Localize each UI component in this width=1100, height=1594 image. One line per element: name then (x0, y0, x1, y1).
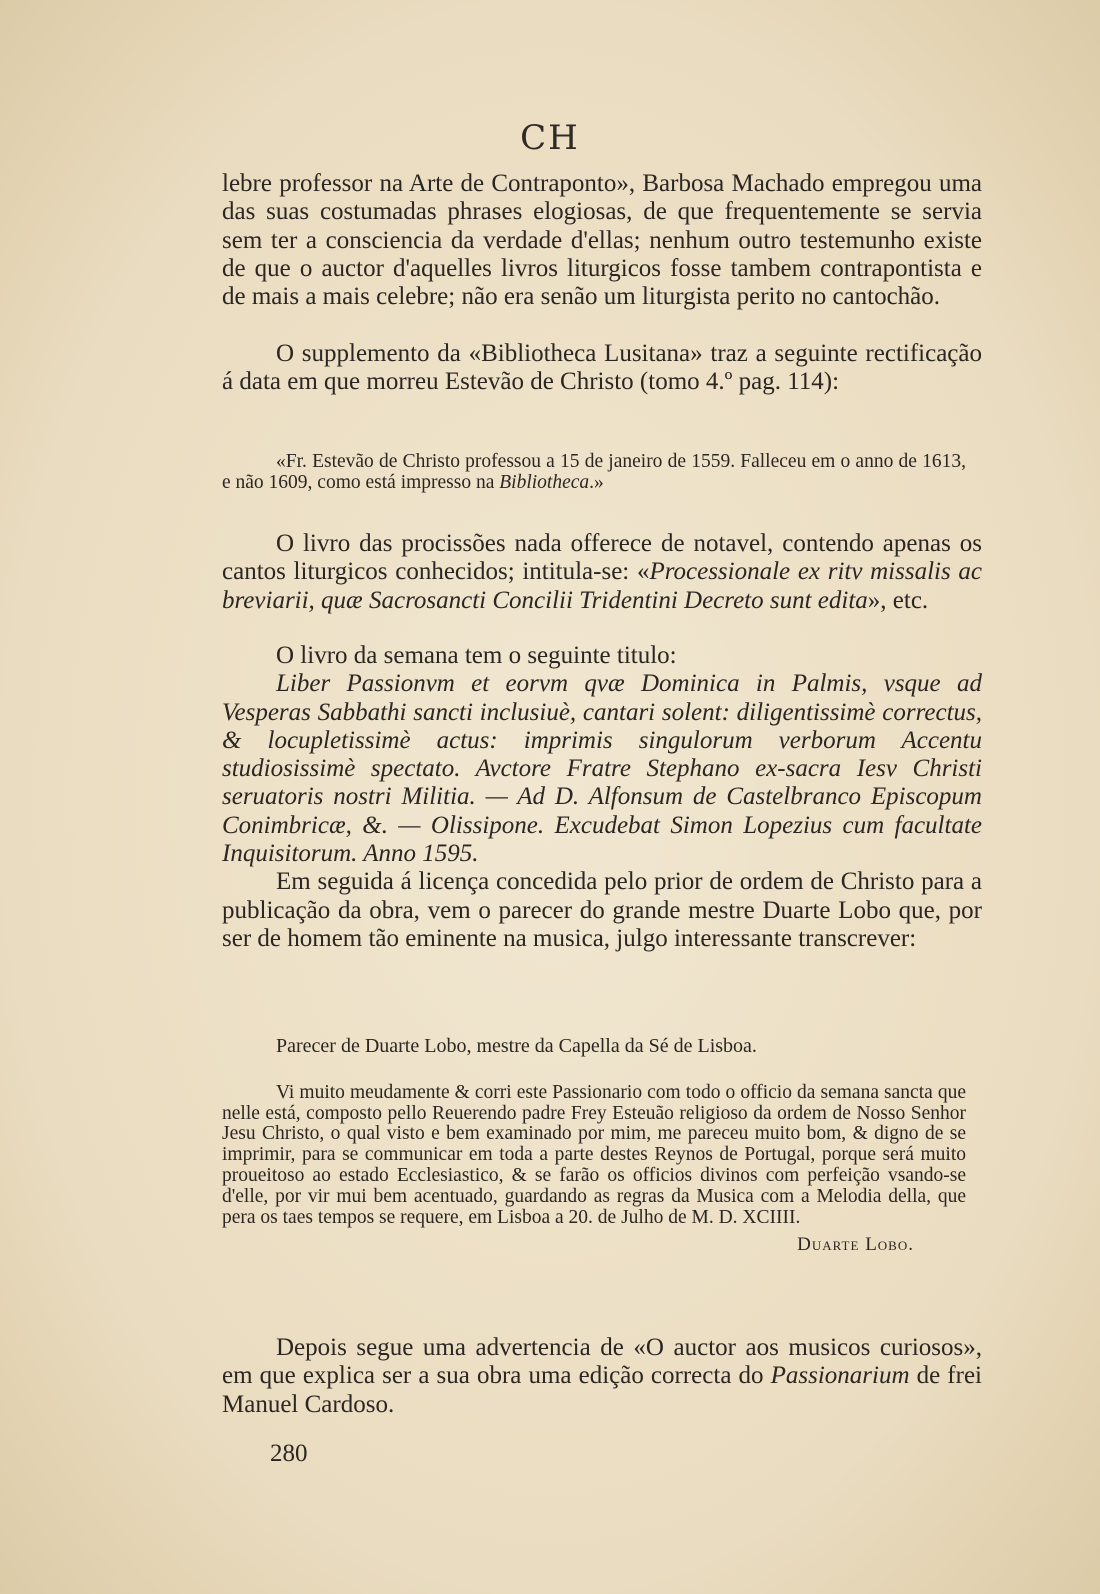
paragraph-part: Depois segue uma advertencia de «O auctor aos musicos curiosos», em que explica ser a sua obra uma edição correcta do (222, 1334, 982, 1390)
paragraph-barbosa-machado (222, 170, 982, 311)
quote-text-end: .» (589, 471, 604, 493)
paragraph-text (222, 530, 982, 615)
page-number: 280 (270, 1440, 308, 1467)
quote-italic: Bibliotheca (499, 471, 590, 493)
paragraph-licenca: Em seguida á licença concedida pelo prior de ordem de Christo para a publicação da obra, vem o parecer do grande mestre Duarte Lobo que, por ser de homem tão eminente na musica, julgo interessante transcrever: (222, 868, 982, 952)
paragraph-procissoes (222, 530, 982, 615)
paragraph-text: O livro da semana tem o seguinte titulo: (276, 642, 677, 669)
paragraph-end: de frei Manuel Cardoso. (222, 1362, 982, 1418)
quote-text (222, 452, 966, 494)
latin-title-processionale: Processionale ex ritv missalis ac breviarii, quæ Sacrosancti Concilii Tridentini Decreto sunt edita (222, 558, 982, 614)
paragraph-advertencia (222, 1334, 982, 1419)
paragraph-text: O supplemento da «Bibliotheca Lusitana» traz a seguinte rectificação á data em que morreu Estevão de Christo (tomo 4.º pag. 114): (222, 340, 982, 396)
header-ornament: CH (520, 118, 580, 158)
paragraph-supplemento (222, 340, 982, 397)
signature: Duarte Lobo. (797, 1234, 914, 1256)
paragraph-text (222, 1334, 982, 1419)
latin-title-text: Liber Passionvm et eorvm qvæ Dominica in Palmis, vsque ad Vesperas Sabbathi sancti inclusiuè, cantari solent: diligentissimè correctus, & locupletissimè actus: imprimis singulorum verborum Accentu studiosissimè spectato. Avctore Fratre Stephano ex-sacra Iesv Christi seruatoris nostri Militia. — Ad D. Alfonsum de Castelbranco Episcopum Conimbricæ, &. — Olissipone. Excudebat Simon Lopezius cum facultate Inquisitorum. Anno 1595. (222, 670, 982, 868)
latin-title-passionvm (222, 670, 982, 868)
latin-title-passionarium: Passionarium (770, 1362, 910, 1390)
parecer-body: Vi muito meudamente & corri este Passionario com todo o officio da semana sancta que nelle está, composto pello Reuerendo padre Frey Esteuão religioso da ordem de Nosso Senhor Jesu Christo, o qual visto e bem examinado por mim, me pareceu muito bom, & digno de se imprimir, para se communicar em toda a parte destes Reynos de Portugal, porque será muito proueitoso ao estado Ecclesiastico, & se farão os officios divinos com perfeição vsando-se d'elle, por vir mui bem acentuado, guardando as regras da Musica com a Melodia della, que pera os taes tempos se requere, em Lisboa a 20. de Julho de M. D. XCIIII. (222, 1081, 966, 1228)
paragraph-text: lebre professor na Arte de Contraponto», Barbosa Machado empregou uma das suas costumadas phrases elogiosas, de que frequentemente se servia sem ter a consciencia da verdade d'ellas; nenhum outro testemunho existe de que o auctor d'aquelles livros liturgicos fosse tambem contrapontista e de mais a mais celebre; não era senão um liturgista perito no cantochão. (222, 170, 982, 311)
paragraph-part: O livro das procissões nada offerece de notavel, contendo apenas os cantos liturgicos conhecidos; intitula-se: « (222, 530, 982, 586)
quote-estevao (222, 452, 966, 494)
parecer-title: Parecer de Duarte Lobo, mestre da Capella da Sé de Lisboa. (276, 1035, 757, 1057)
paragraph-end: », etc. (867, 586, 929, 614)
parecer-block (222, 1036, 966, 1275)
paragraph-livro-semana (222, 642, 982, 953)
quote-text-part: «Fr. Estevão de Christo professou a 15 de janeiro de 1559. Falleceu em o anno de 1613, e não 1609, como está impresso na (222, 451, 966, 493)
